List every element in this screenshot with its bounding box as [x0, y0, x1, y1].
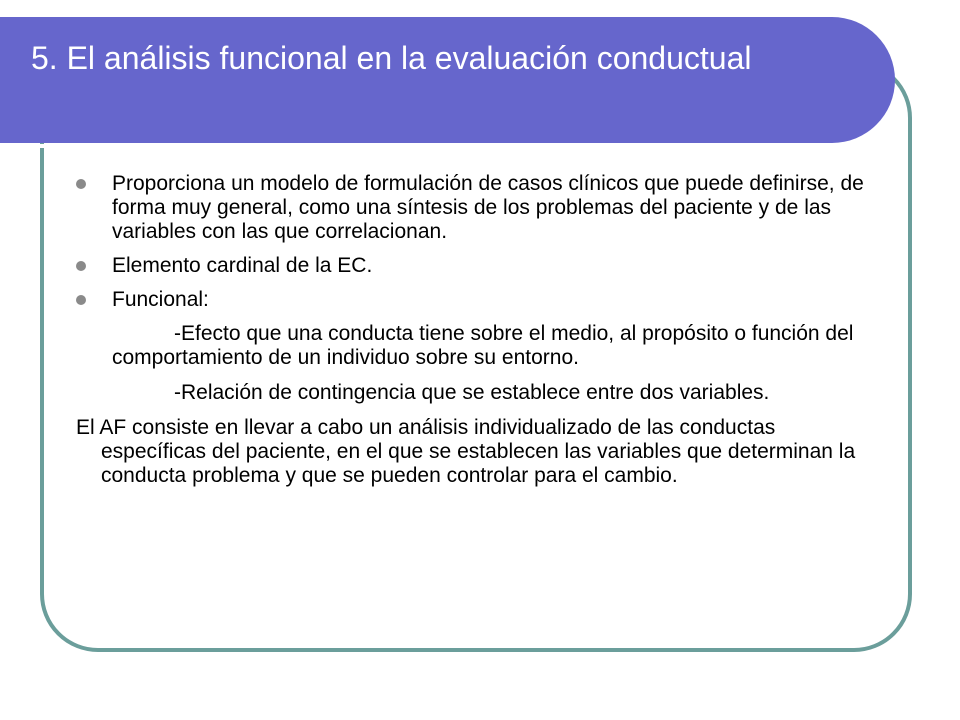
bullet-text: Funcional:: [112, 288, 209, 311]
closing-paragraph: El AF consiste en llevar a cabo un análisis individualizado de las conductas específicas del paciente, en el que se establecen las variables que determinan la conducta problema y que se pueden controlar para el cambio.: [76, 416, 856, 487]
bullet-text: Elemento cardinal de la EC.: [112, 254, 373, 277]
bullet-item: [76, 288, 884, 312]
bullet-text: Proporciona un modelo de formulación de casos clínicos que puede definirse, de forma muy general, como una síntesis de los problemas del paciente y de las variables con las que correlacionan.: [112, 172, 864, 243]
bullet-dot-icon: [76, 261, 86, 271]
slide-title: 5. El análisis funcional en la evaluación conductual: [31, 40, 752, 76]
bullet-dot-icon: [76, 179, 86, 189]
bullet-item: [76, 254, 884, 278]
bullet-dot-icon: [76, 295, 86, 305]
slide-content: [76, 172, 884, 488]
sub-item: -Relación de contingencia que se establece entre dos variables.: [174, 381, 770, 404]
title-underline: [0, 144, 848, 148]
bullet-item: [76, 172, 884, 244]
sub-item: -Efecto que una conducta tiene sobre el medio, al propósito o función del comportamiento de un individuo sobre su entorno.: [112, 322, 854, 369]
